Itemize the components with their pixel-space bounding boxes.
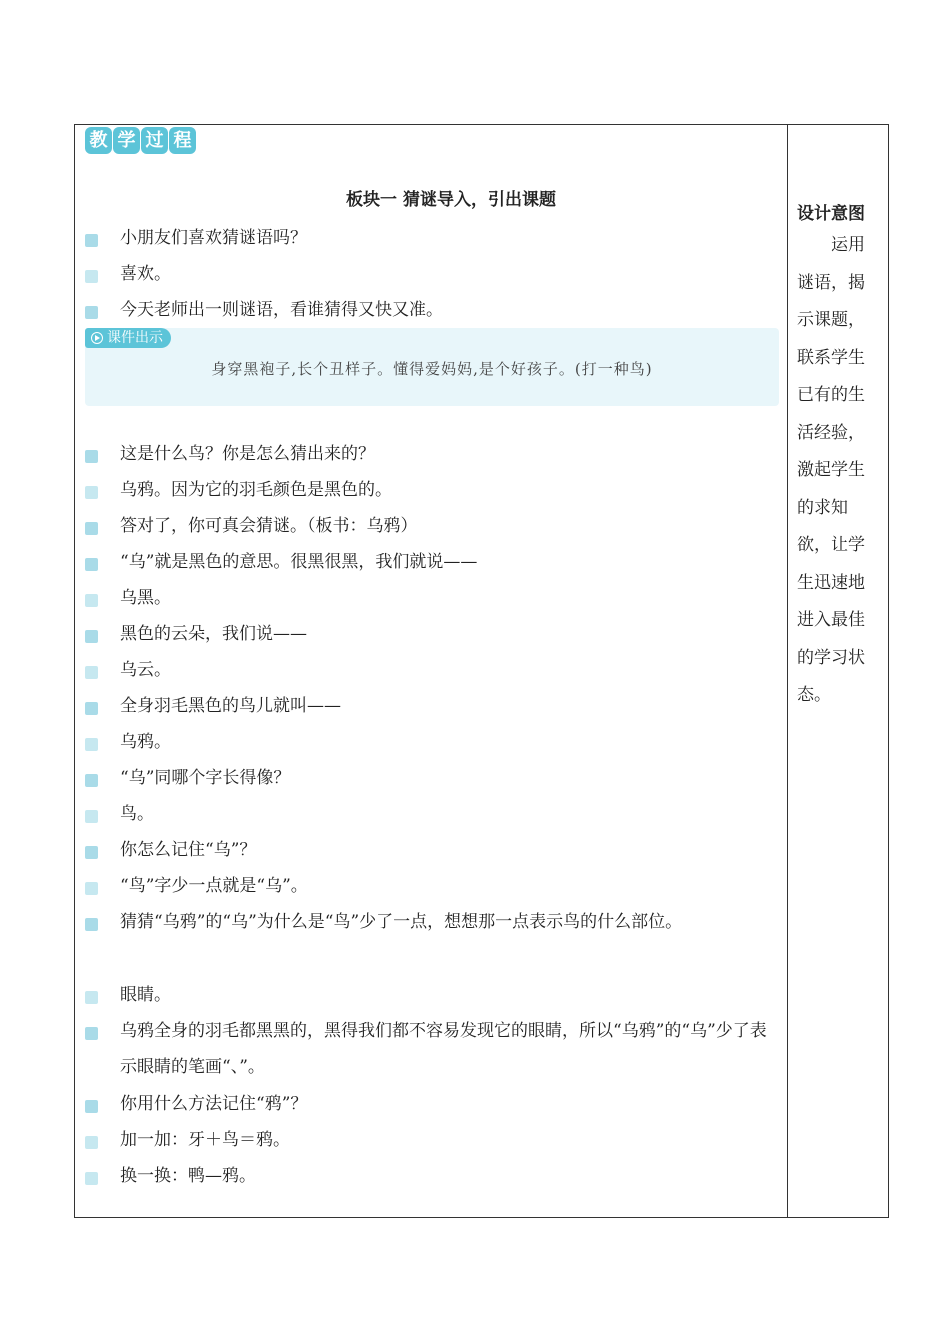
dialogue-text: “鸟”字少一点就是“乌”。 bbox=[120, 876, 308, 896]
dialogue-text: “乌”同哪个字长得像？ bbox=[120, 768, 291, 788]
courseware-label-text: 课件出示 bbox=[107, 330, 163, 346]
teacher-icon bbox=[85, 918, 98, 931]
lesson-table bbox=[74, 124, 889, 1218]
section-title: 板块一 猜谜导入，引出课题 bbox=[346, 190, 556, 210]
column-divider bbox=[787, 125, 788, 1217]
teacher-icon bbox=[85, 306, 98, 319]
student-icon bbox=[85, 486, 98, 499]
student-icon bbox=[85, 738, 98, 751]
dialogue-text: 你怎么记住“乌”？ bbox=[120, 840, 257, 860]
dialogue-text: 乌鸦。因为它的羽毛颜色是黑色的。 bbox=[120, 480, 392, 500]
dialogue-text: 鸟。 bbox=[120, 804, 154, 824]
student-icon bbox=[85, 270, 98, 283]
teacher-icon bbox=[85, 450, 98, 463]
badge-char: 程 bbox=[169, 127, 196, 154]
student-icon bbox=[85, 991, 98, 1004]
teacher-icon bbox=[85, 630, 98, 643]
courseware-box bbox=[85, 328, 779, 406]
dialogue-text: 黑色的云朵，我们说—— bbox=[120, 624, 307, 644]
dialogue-text: 加一加：牙＋鸟＝鸦。 bbox=[120, 1130, 290, 1150]
dialogue-text: 乌鸦全身的羽毛都黑黑的，黑得我们都不容易发现它的眼睛，所以“乌鸦”的“乌”少了表示眼睛的笔画“、”。 bbox=[120, 1021, 767, 1077]
teacher-icon bbox=[85, 558, 98, 571]
badge-char: 教 bbox=[85, 127, 112, 154]
teacher-icon bbox=[85, 522, 98, 535]
dialogue-text: 小朋友们喜欢猜谜语吗？ bbox=[120, 228, 307, 248]
student-icon bbox=[85, 1136, 98, 1149]
dialogue-text: 乌黑。 bbox=[120, 588, 171, 608]
teacher-icon bbox=[85, 234, 98, 247]
student-icon bbox=[85, 666, 98, 679]
student-icon bbox=[85, 810, 98, 823]
teacher-icon bbox=[85, 1100, 98, 1113]
student-icon bbox=[85, 594, 98, 607]
dialogue-text: 猜猜“乌鸦”的“乌”为什么是“鸟”少了一点，想想那一点表示鸟的什么部位。 bbox=[120, 912, 683, 932]
badge-char: 学 bbox=[113, 127, 140, 154]
teaching-process-badge bbox=[85, 127, 197, 157]
play-icon bbox=[91, 332, 103, 344]
teacher-icon bbox=[85, 1027, 98, 1040]
dialogue-text: 乌云。 bbox=[120, 660, 171, 680]
design-intent-title: 设计意图 bbox=[797, 204, 865, 224]
student-icon bbox=[85, 1172, 98, 1185]
courseware-label bbox=[85, 328, 171, 348]
dialogue-text: 全身羽毛黑色的鸟儿就叫—— bbox=[120, 696, 341, 716]
dialogue-text: 换一换：鸭—鸦。 bbox=[120, 1166, 256, 1186]
dialogue-text: 今天老师出一则谜语，看谁猜得又快又准。 bbox=[120, 300, 443, 320]
riddle-text: 身穿黑袍子,长个丑样子。懂得爱妈妈,是个好孩子。(打一种鸟) bbox=[211, 360, 653, 378]
teacher-icon bbox=[85, 774, 98, 787]
teacher-icon bbox=[85, 846, 98, 859]
dialogue-text: 这是什么鸟？你是怎么猜出来的？ bbox=[120, 444, 375, 464]
dialogue-text: 眼睛。 bbox=[120, 985, 171, 1005]
teacher-icon bbox=[85, 702, 98, 715]
dialogue-text: 你用什么方法记住“鸦”？ bbox=[120, 1094, 308, 1114]
dialogue-text: “乌”就是黑色的意思。很黑很黑，我们就说—— bbox=[120, 552, 478, 572]
student-icon bbox=[85, 882, 98, 895]
dialogue-text: 喜欢。 bbox=[120, 264, 171, 284]
badge-char: 过 bbox=[141, 127, 168, 154]
design-intent-text: 运用谜语，揭示课题，联系学生已有的生活经验，激起学生的求知欲，让学生迅速地进入最佳的学习状态。 bbox=[797, 235, 865, 705]
dialogue-text: 答对了，你可真会猜谜。（板书：乌鸦） bbox=[120, 516, 418, 536]
dialogue-text: 乌鸦。 bbox=[120, 732, 171, 752]
